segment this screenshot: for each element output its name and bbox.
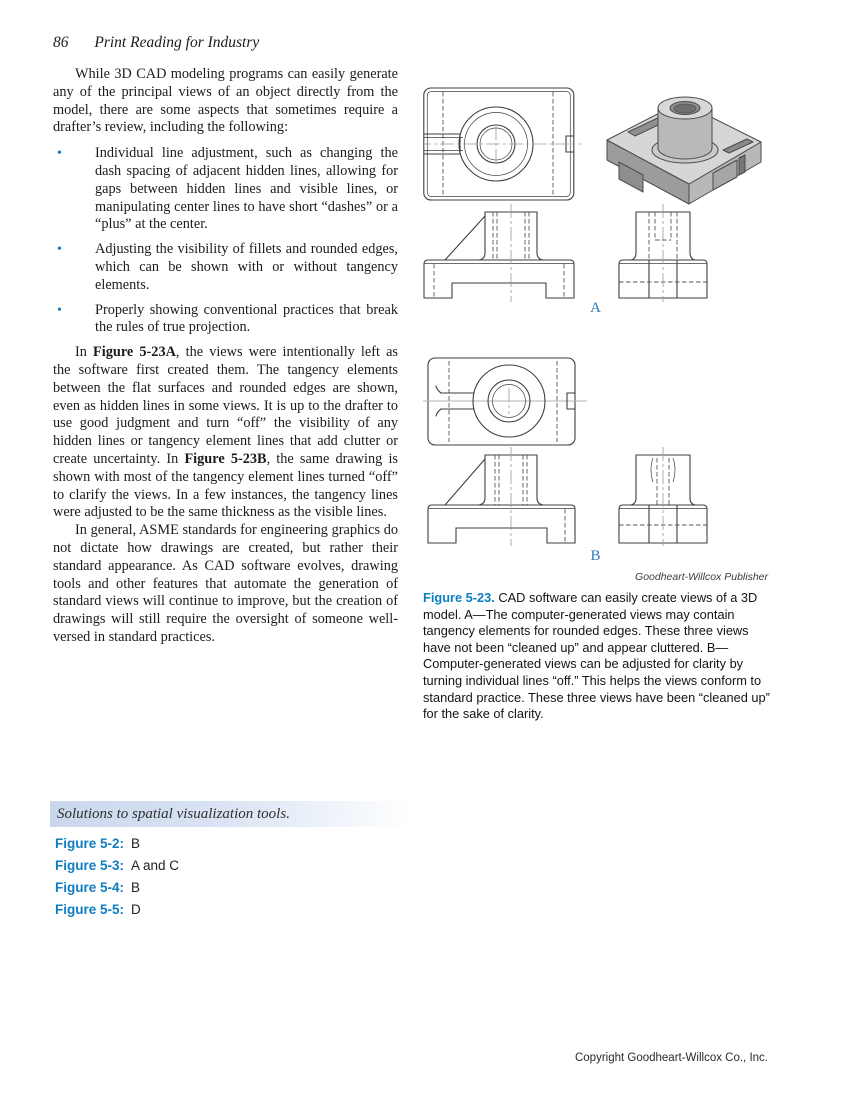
figure-caption-label: Figure 5-23. bbox=[423, 590, 495, 605]
side-view bbox=[619, 204, 707, 302]
book-title: Print Reading for Industry bbox=[94, 34, 260, 51]
list-item bbox=[53, 145, 398, 234]
figure-5-23-a-drawing bbox=[423, 62, 768, 302]
solution-answer: D bbox=[131, 901, 141, 917]
figure-b-label: B bbox=[590, 548, 601, 564]
solutions-heading-band bbox=[50, 801, 420, 827]
bullet-text: Individual line adjustment, such as changing the dash spacing of adjacent hidden lines, allowing for gaps between hidden lines and visible lines, or manipulating center lines to have short “dashes” or a “plus” at the center. bbox=[95, 145, 398, 233]
bullet-icon: • bbox=[57, 302, 62, 318]
paragraph-text: , the same drawing is shown with most of the tangency element lines turned “off” to clarify the views. In a few instances, the tangency lines were adjusted to be the same thickness as the visible lines. bbox=[53, 450, 398, 521]
list-item bbox=[53, 241, 398, 294]
paragraph-figure-discussion bbox=[53, 344, 398, 522]
paragraph-asme: In general, ASME standards for engineering graphics do not dictate how drawings are created, but rather their standard appearance. As CAD software evolves, drawing tools and other features that automate the generation of standard views will continue to improve, but the creation of drawings will still require the oversight of someone well-versed in standard practices. bbox=[53, 522, 398, 645]
figure-caption bbox=[423, 590, 771, 723]
front-view bbox=[428, 447, 575, 546]
solution-row bbox=[55, 876, 395, 898]
front-view bbox=[424, 204, 574, 302]
top-view bbox=[423, 358, 587, 445]
paragraph-intro: While 3D CAD modeling programs can easily generate any of the principal views of an object directly from the model, there are some aspects that sometimes require a drafter’s review, including the following: bbox=[53, 66, 398, 136]
running-head bbox=[53, 34, 453, 52]
body-text-column bbox=[53, 66, 398, 647]
solution-answer: B bbox=[131, 835, 141, 851]
list-item bbox=[53, 302, 398, 338]
solution-figure-label: Figure 5-5: bbox=[55, 901, 125, 917]
side-view bbox=[619, 447, 707, 546]
figure-ref-b: Figure 5-23B bbox=[184, 450, 267, 467]
isometric-3d-model bbox=[607, 97, 761, 204]
figure-ref-a: Figure 5-23A bbox=[93, 344, 176, 361]
solution-answer: B bbox=[131, 879, 141, 895]
copyright-footer: Copyright Goodheart-Willcox Co., Inc. bbox=[574, 1052, 768, 1064]
solution-figure-label: Figure 5-3: bbox=[55, 857, 125, 873]
solution-row bbox=[55, 898, 395, 920]
figure-caption-text: CAD software can easily create views of a 3D model. A—The computer-generated views may contain tangency elements for rounded edges. These three views have not been “cleaned up” and appear cluttered. B—Computer-generated views can be adjusted for clarity by turning individual lines “off.” This helps the views conform to standard practice. These three views have been “cleaned up” for the sake of clarity. bbox=[423, 590, 770, 722]
bullet-text: Adjusting the visibility of fillets and rounded edges, which can be shown with or without tangency elements. bbox=[95, 241, 398, 293]
solution-figure-label: Figure 5-4: bbox=[55, 879, 125, 895]
paragraph-text: In bbox=[75, 344, 94, 361]
paragraph-text: , the views were intentionally left as the software first created them. The tangency elements between the flat surfaces and rounded edges are shown, even as hidden lines in some views. It is up to the drafter to use good judgment and turn “off” the visibility of any hidden lines or tangency element lines that add clutter or create uncertainty. In bbox=[53, 344, 399, 467]
figure-5-23-b-drawing bbox=[423, 346, 768, 546]
solutions-list bbox=[55, 832, 395, 920]
solution-row bbox=[55, 832, 395, 854]
solution-figure-label: Figure 5-2: bbox=[55, 835, 125, 851]
solution-row bbox=[55, 854, 395, 876]
bullet-text: Properly showing conventional practices that break the rules of true projection. bbox=[95, 301, 398, 336]
figure-a-label: A bbox=[590, 300, 601, 316]
top-view bbox=[423, 88, 581, 200]
solutions-heading: Solutions to spatial visualization tools. bbox=[57, 805, 290, 822]
page-number: 86 bbox=[53, 34, 69, 51]
solution-answer: A and C bbox=[131, 857, 180, 873]
publisher-credit: Goodheart-Willcox Publisher bbox=[635, 571, 768, 583]
bullet-icon: • bbox=[57, 146, 62, 162]
bullet-list bbox=[53, 145, 398, 337]
bullet-icon: • bbox=[57, 242, 62, 258]
